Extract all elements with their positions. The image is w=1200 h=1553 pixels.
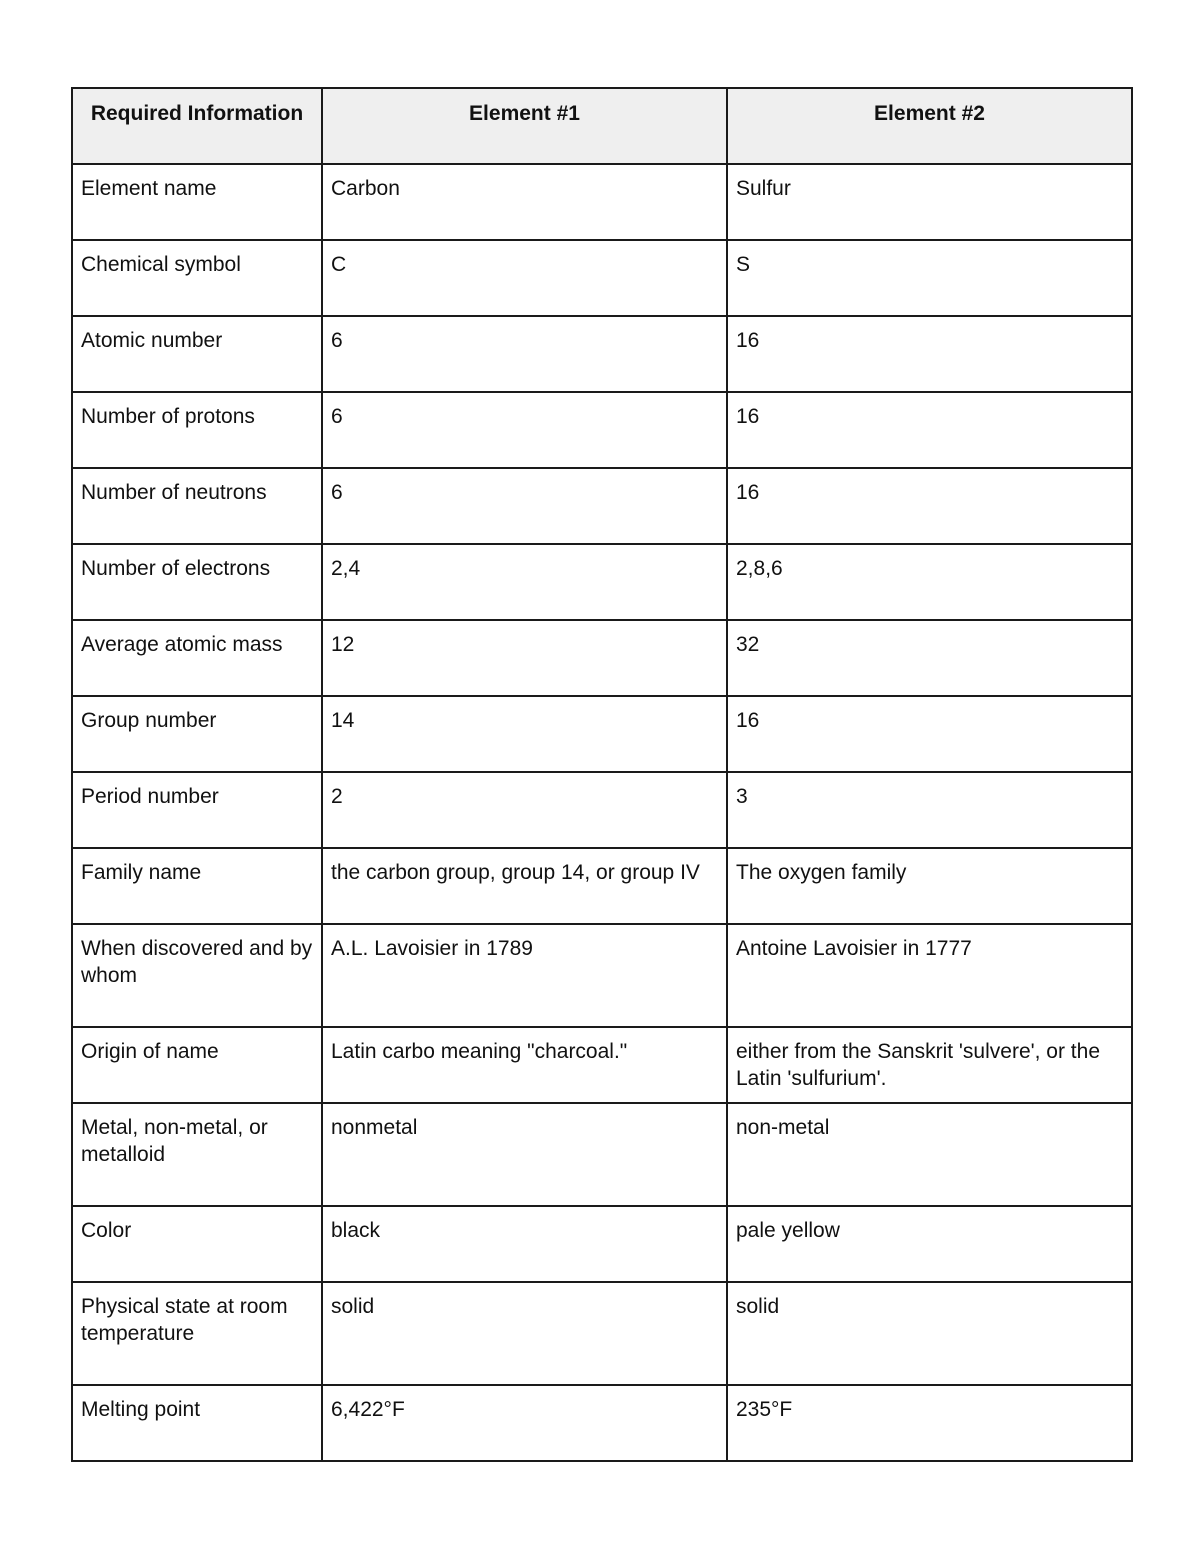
row-label: Average atomic mass <box>72 620 322 696</box>
element-1-value: 6 <box>322 316 727 392</box>
element-2-value: 16 <box>727 316 1132 392</box>
row-label: Metal, non-metal, or metalloid <box>72 1103 322 1206</box>
element-2-value: solid <box>727 1282 1132 1385</box>
table-row <box>72 1103 1132 1206</box>
row-label: Atomic number <box>72 316 322 392</box>
header-element-2: Element #2 <box>727 88 1132 164</box>
element-2-value: pale yellow <box>727 1206 1132 1282</box>
element-1-value: 6 <box>322 392 727 468</box>
header-required-information: Required Information <box>72 88 322 164</box>
element-2-value: non-metal <box>727 1103 1132 1206</box>
element-2-value: 2,8,6 <box>727 544 1132 620</box>
row-label: Origin of name <box>72 1027 322 1103</box>
element-1-value: Latin carbo meaning "charcoal." <box>322 1027 727 1103</box>
element-1-value: Carbon <box>322 164 727 240</box>
element-1-value: 6 <box>322 468 727 544</box>
row-label: Color <box>72 1206 322 1282</box>
table-row <box>72 316 1132 392</box>
element-1-value: 12 <box>322 620 727 696</box>
table-row <box>72 240 1132 316</box>
table-header-row <box>72 88 1132 164</box>
element-1-value: nonmetal <box>322 1103 727 1206</box>
element-2-value: 16 <box>727 468 1132 544</box>
table-row <box>72 772 1132 848</box>
element-1-value: solid <box>322 1282 727 1385</box>
row-label: Element name <box>72 164 322 240</box>
row-label: Family name <box>72 848 322 924</box>
table-row <box>72 544 1132 620</box>
element-1-value: 6,422°F <box>322 1385 727 1461</box>
element-2-value: 16 <box>727 696 1132 772</box>
element-1-value: black <box>322 1206 727 1282</box>
row-label: When discovered and by whom <box>72 924 322 1027</box>
element-2-value: either from the Sanskrit 'sulvere', or the Latin 'sulfurium'. <box>727 1027 1132 1103</box>
header-element-1: Element #1 <box>322 88 727 164</box>
element-2-value: S <box>727 240 1132 316</box>
table-row <box>72 620 1132 696</box>
table-row <box>72 1027 1132 1103</box>
row-label: Number of neutrons <box>72 468 322 544</box>
row-label: Period number <box>72 772 322 848</box>
row-label: Number of electrons <box>72 544 322 620</box>
table-row <box>72 924 1132 1027</box>
element-2-value: Sulfur <box>727 164 1132 240</box>
table-row <box>72 696 1132 772</box>
row-label: Chemical symbol <box>72 240 322 316</box>
element-1-value: 2,4 <box>322 544 727 620</box>
row-label: Physical state at room temperature <box>72 1282 322 1385</box>
table-row <box>72 1206 1132 1282</box>
element-1-value: the carbon group, group 14, or group IV <box>322 848 727 924</box>
row-label: Melting point <box>72 1385 322 1461</box>
element-1-value: A.L. Lavoisier in 1789 <box>322 924 727 1027</box>
table-row <box>72 164 1132 240</box>
table-row <box>72 392 1132 468</box>
element-2-value: Antoine Lavoisier in 1777 <box>727 924 1132 1027</box>
element-2-value: 235°F <box>727 1385 1132 1461</box>
element-1-value: 2 <box>322 772 727 848</box>
table-row <box>72 1385 1132 1461</box>
table-row <box>72 848 1132 924</box>
element-comparison-table <box>71 87 1133 1462</box>
table-row <box>72 1282 1132 1385</box>
element-1-value: 14 <box>322 696 727 772</box>
row-label: Group number <box>72 696 322 772</box>
element-1-value: C <box>322 240 727 316</box>
element-2-value: 3 <box>727 772 1132 848</box>
table-row <box>72 468 1132 544</box>
element-2-value: 32 <box>727 620 1132 696</box>
row-label: Number of protons <box>72 392 322 468</box>
element-2-value: The oxygen family <box>727 848 1132 924</box>
element-2-value: 16 <box>727 392 1132 468</box>
